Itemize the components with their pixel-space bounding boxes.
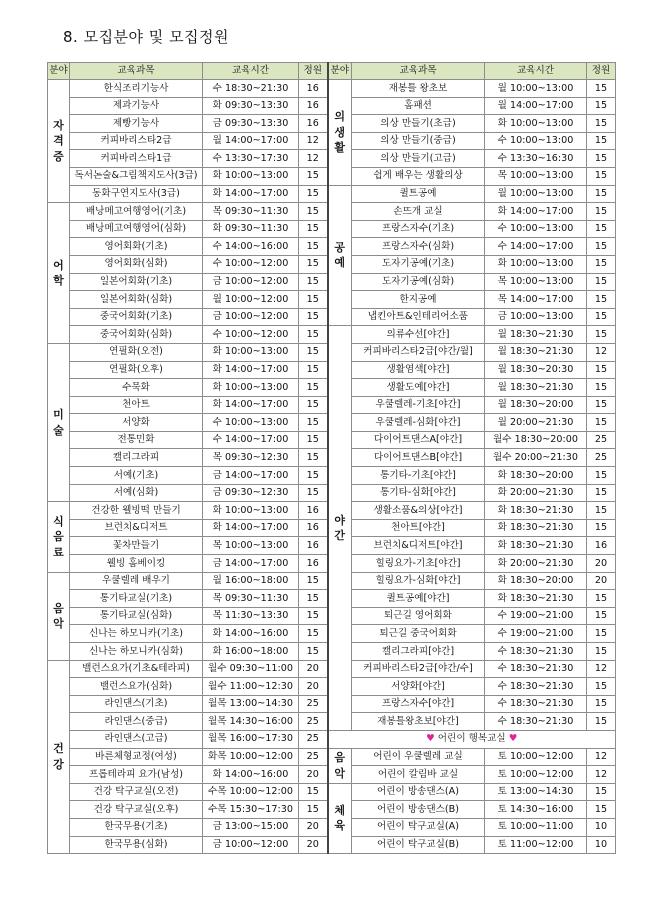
capacity-cell: 15 <box>299 273 328 291</box>
children-class-banner <box>328 730 616 748</box>
capacity-cell: 25 <box>299 748 328 766</box>
course-name-cell: 커피바리스타2급[야간/월] <box>352 343 485 361</box>
course-name-cell: 통기타-심화[야간] <box>352 484 485 502</box>
course-time-cell: 월목 16:00~17:30 <box>203 730 299 748</box>
category-cell: 체 육 <box>328 783 352 853</box>
course-name-cell: 재봉틀 왕초보 <box>352 80 485 98</box>
course-time-cell: 수 10:00~12:00 <box>203 326 299 344</box>
course-time-cell: 월 18:30~20:00 <box>485 396 587 414</box>
course-time-cell: 수 18:30~21:30 <box>485 678 587 696</box>
capacity-cell: 15 <box>299 396 328 414</box>
course-time-cell: 월 16:00~18:00 <box>203 572 299 590</box>
course-time-cell: 수 18:30~21:30 <box>485 713 587 731</box>
course-name-cell: 연필화(오후) <box>70 361 203 379</box>
capacity-cell: 15 <box>587 273 616 291</box>
course-name-cell: 프랑스자수[야간] <box>352 695 485 713</box>
category-cell: 의 생 활 <box>328 80 352 186</box>
course-time-cell: 화 14:00~17:00 <box>203 519 299 537</box>
category-cell: 공 예 <box>328 185 352 326</box>
course-name-cell: 의상 만들기(초급) <box>352 115 485 133</box>
course-name-cell: 퇴근길 영어회화 <box>352 607 485 625</box>
course-time-cell: 수 10:00~13:00 <box>485 132 587 150</box>
capacity-cell: 12 <box>299 150 328 168</box>
capacity-cell: 15 <box>587 97 616 115</box>
course-time-cell: 월수 09:30~11:00 <box>203 660 299 678</box>
course-time-cell: 수 14:00~17:00 <box>203 431 299 449</box>
capacity-cell: 15 <box>299 643 328 661</box>
course-time-cell: 금 10:00~12:00 <box>203 836 299 854</box>
course-time-cell: 금 14:00~17:00 <box>203 467 299 485</box>
course-name-cell: 제과기능사 <box>70 97 203 115</box>
course-time-cell: 화 10:00~13:00 <box>485 115 587 133</box>
course-time-cell: 월수 18:30~20:00 <box>485 431 587 449</box>
capacity-cell: 16 <box>299 97 328 115</box>
category-cell: 자 격 증 <box>48 80 70 203</box>
course-time-cell: 월목 14:30~16:00 <box>203 713 299 731</box>
course-time-cell: 화 10:00~13:00 <box>203 167 299 185</box>
course-name-cell: 의상 만들기(고급) <box>352 150 485 168</box>
course-time-cell: 수 10:00~13:00 <box>203 414 299 432</box>
course-name-cell: 제빵기능사 <box>70 115 203 133</box>
course-time-cell: 목 10:00~13:00 <box>485 273 587 291</box>
course-time-cell: 수목 15:30~17:30 <box>203 801 299 819</box>
capacity-cell: 25 <box>299 730 328 748</box>
course-time-cell: 월목 13:00~14:30 <box>203 695 299 713</box>
capacity-cell: 15 <box>299 801 328 819</box>
course-name-cell: 통기타교실(심화) <box>70 607 203 625</box>
capacity-cell: 15 <box>587 396 616 414</box>
course-name-cell: 꽃차만들기 <box>70 537 203 555</box>
capacity-cell: 15 <box>587 379 616 397</box>
course-name-cell: 신나는 하모니카(심화) <box>70 643 203 661</box>
course-name-cell: 독서논술&그림책지도사(3급) <box>70 167 203 185</box>
course-name-cell: 퀼트공예[야간] <box>352 590 485 608</box>
course-time-cell: 금 13:00~15:00 <box>203 818 299 836</box>
children-banner-label: 어린이 행복교실 <box>437 733 506 745</box>
course-name-cell: 어린이 탁구교실(B) <box>352 836 485 854</box>
course-name-cell: 라인댄스(고급) <box>70 730 203 748</box>
capacity-cell: 15 <box>587 713 616 731</box>
capacity-cell: 20 <box>299 678 328 696</box>
heart-icon: ♥ <box>426 733 438 745</box>
capacity-cell: 15 <box>587 291 616 309</box>
heart-icon: ♥ <box>505 733 518 745</box>
capacity-cell: 15 <box>587 484 616 502</box>
capacity-cell: 20 <box>299 766 328 784</box>
recruitment-table-wrap <box>47 62 615 854</box>
course-time-cell: 수 19:00~21:00 <box>485 607 587 625</box>
course-time-cell: 월 14:00~17:00 <box>485 97 587 115</box>
course-name-cell: 건강한 웰빙떡 만들기 <box>70 502 203 520</box>
course-time-cell: 화 14:00~16:00 <box>203 766 299 784</box>
course-time-cell: 수 18:30~21:30 <box>485 695 587 713</box>
course-time-cell: 화 10:00~13:00 <box>485 255 587 273</box>
course-time-cell: 수 14:00~17:00 <box>485 238 587 256</box>
capacity-cell: 15 <box>299 255 328 273</box>
capacity-cell: 12 <box>587 660 616 678</box>
course-name-cell: 통기타-기초[야간] <box>352 467 485 485</box>
capacity-cell: 12 <box>587 766 616 784</box>
course-name-cell: 수묵화 <box>70 379 203 397</box>
course-name-cell: 생활소품&의상[야간] <box>352 502 485 520</box>
capacity-cell: 15 <box>299 326 328 344</box>
course-time-cell: 화 14:00~17:00 <box>203 396 299 414</box>
course-time-cell: 수 18:30~21:30 <box>203 80 299 98</box>
capacity-cell: 15 <box>587 220 616 238</box>
course-name-cell: 쉽게 배우는 생활의상 <box>352 167 485 185</box>
course-name-cell: 한식조리기능사 <box>70 80 203 98</box>
course-name-cell: 건강 탁구교실(오후) <box>70 801 203 819</box>
course-time-cell: 수 18:30~21:30 <box>485 643 587 661</box>
course-time-cell: 수목 10:00~12:00 <box>203 783 299 801</box>
course-name-cell: 냅킨아트&인테리어소품 <box>352 308 485 326</box>
course-name-cell: 우쿨렐레-심화[야간] <box>352 414 485 432</box>
category-cell: 음 악 <box>48 572 70 660</box>
course-name-cell: 도자기공예(기초) <box>352 255 485 273</box>
course-time-cell: 화 14:00~17:00 <box>203 185 299 203</box>
capacity-cell: 15 <box>299 484 328 502</box>
course-name-cell: 커피바리스타1급 <box>70 150 203 168</box>
capacity-cell: 12 <box>587 343 616 361</box>
course-time-cell: 목 10:00~13:00 <box>203 537 299 555</box>
course-time-cell: 수 10:00~12:00 <box>203 255 299 273</box>
course-name-cell: 일본어회화(심화) <box>70 291 203 309</box>
table-header-row <box>48 63 616 80</box>
course-time-cell: 화 18:30~20:00 <box>485 467 587 485</box>
capacity-cell: 15 <box>299 291 328 309</box>
course-name-cell: 영어회화(기초) <box>70 238 203 256</box>
capacity-cell: 15 <box>299 414 328 432</box>
course-name-cell: 힐링요가-심화[야간] <box>352 572 485 590</box>
capacity-cell: 15 <box>587 607 616 625</box>
course-time-cell: 화 18:30~21:30 <box>485 537 587 555</box>
header-course: 교육과목 <box>70 63 203 80</box>
course-name-cell: 배낭메고여행영어(기초) <box>70 203 203 221</box>
course-name-cell: 도자기공예(심화) <box>352 273 485 291</box>
course-name-cell: 바른체형교정(여성) <box>70 748 203 766</box>
course-time-cell: 화 16:00~18:00 <box>203 643 299 661</box>
capacity-cell: 25 <box>299 695 328 713</box>
course-time-cell: 금 10:00~12:00 <box>203 308 299 326</box>
course-time-cell: 월 10:00~13:00 <box>485 80 587 98</box>
course-time-cell: 화 18:30~21:30 <box>485 590 587 608</box>
course-name-cell: 커피바리스타2급[야간/수] <box>352 660 485 678</box>
course-time-cell: 화 20:00~21:30 <box>485 484 587 502</box>
course-time-cell: 화 14:00~17:00 <box>485 203 587 221</box>
capacity-cell: 20 <box>587 572 616 590</box>
course-name-cell: 의류수선[야간] <box>352 326 485 344</box>
course-name-cell: 서양화[야간] <box>352 678 485 696</box>
course-name-cell: 브런치&디저트[야간] <box>352 537 485 555</box>
category-cell: 미 술 <box>48 343 70 501</box>
course-name-cell: 일본어회화(기초) <box>70 273 203 291</box>
course-time-cell: 월 18:30~21:30 <box>485 326 587 344</box>
course-name-cell: 생활염색[야간] <box>352 361 485 379</box>
capacity-cell: 15 <box>587 308 616 326</box>
course-time-cell: 화목 10:00~12:00 <box>203 748 299 766</box>
capacity-cell: 15 <box>587 203 616 221</box>
capacity-cell: 15 <box>587 414 616 432</box>
course-name-cell: 의상 만들기(중급) <box>352 132 485 150</box>
course-time-cell: 토 10:00~11:00 <box>485 818 587 836</box>
capacity-cell: 15 <box>299 167 328 185</box>
capacity-cell: 25 <box>587 431 616 449</box>
course-time-cell: 토 13:00~14:30 <box>485 783 587 801</box>
capacity-cell: 15 <box>299 625 328 643</box>
table-row <box>48 185 616 203</box>
capacity-cell: 15 <box>299 572 328 590</box>
table-body <box>48 80 616 854</box>
course-name-cell: 어린이 방송댄스(B) <box>352 801 485 819</box>
course-name-cell: 우쿨렐레 배우기 <box>70 572 203 590</box>
course-time-cell: 토 14:30~16:00 <box>485 801 587 819</box>
capacity-cell: 16 <box>587 537 616 555</box>
course-time-cell: 화 14:00~17:00 <box>203 361 299 379</box>
course-name-cell: 어린이 우쿨렐레 교실 <box>352 748 485 766</box>
course-name-cell: 라인댄스(중급) <box>70 713 203 731</box>
course-name-cell: 우쿨렐레-기초[야간] <box>352 396 485 414</box>
course-name-cell: 한지공예 <box>352 291 485 309</box>
course-name-cell: 통기타교실(기초) <box>70 590 203 608</box>
course-time-cell: 월 20:00~21:30 <box>485 414 587 432</box>
capacity-cell: 16 <box>299 115 328 133</box>
capacity-cell: 15 <box>299 185 328 203</box>
capacity-cell: 15 <box>587 519 616 537</box>
capacity-cell: 15 <box>587 132 616 150</box>
course-time-cell: 금 10:00~13:00 <box>485 308 587 326</box>
capacity-cell: 15 <box>587 115 616 133</box>
course-name-cell: 프랑스자수(심화) <box>352 238 485 256</box>
capacity-cell: 16 <box>299 80 328 98</box>
course-name-cell: 라인댄스(기초) <box>70 695 203 713</box>
category-cell: 식 음 료 <box>48 502 70 572</box>
capacity-cell: 15 <box>299 590 328 608</box>
course-time-cell: 화 20:00~21:30 <box>485 555 587 573</box>
capacity-cell: 16 <box>299 555 328 573</box>
course-time-cell: 월 18:30~21:30 <box>485 343 587 361</box>
course-time-cell: 화 14:00~16:00 <box>203 625 299 643</box>
course-name-cell: 전통민화 <box>70 431 203 449</box>
capacity-cell: 15 <box>299 431 328 449</box>
capacity-cell: 15 <box>587 783 616 801</box>
capacity-cell: 15 <box>587 361 616 379</box>
course-time-cell: 금 09:30~13:30 <box>203 115 299 133</box>
course-name-cell: 다이어트댄스A[야간] <box>352 431 485 449</box>
capacity-cell: 15 <box>587 185 616 203</box>
capacity-cell: 15 <box>299 203 328 221</box>
capacity-cell: 15 <box>587 695 616 713</box>
capacity-cell: 10 <box>587 836 616 854</box>
capacity-cell: 15 <box>587 467 616 485</box>
course-name-cell: 밸런스요가(기초&테라피) <box>70 660 203 678</box>
course-time-cell: 수 13:30~16:30 <box>485 150 587 168</box>
course-name-cell: 서양화 <box>70 414 203 432</box>
course-name-cell: 퇴근길 중국어회화 <box>352 625 485 643</box>
course-time-cell: 월수 20:00~21:30 <box>485 449 587 467</box>
course-name-cell: 생활도예[야간] <box>352 379 485 397</box>
capacity-cell: 25 <box>587 449 616 467</box>
header-capacity: 정원 <box>299 63 328 80</box>
capacity-cell: 15 <box>299 308 328 326</box>
course-name-cell: 영어회화(심화) <box>70 255 203 273</box>
course-name-cell: 캘리그라피 <box>70 449 203 467</box>
course-name-cell: 한국무용(기초) <box>70 818 203 836</box>
capacity-cell: 15 <box>299 449 328 467</box>
header-course: 교육과목 <box>352 63 485 80</box>
course-name-cell: 손뜨개 교실 <box>352 203 485 221</box>
course-name-cell: 커피바리스타2급 <box>70 132 203 150</box>
capacity-cell: 15 <box>587 590 616 608</box>
course-time-cell: 금 10:00~12:00 <box>203 273 299 291</box>
course-name-cell: 중국어회화(기초) <box>70 308 203 326</box>
capacity-cell: 10 <box>587 818 616 836</box>
capacity-cell: 16 <box>299 502 328 520</box>
capacity-cell: 15 <box>587 255 616 273</box>
course-time-cell: 금 14:00~17:00 <box>203 555 299 573</box>
course-name-cell: 밸런스요가(심화) <box>70 678 203 696</box>
capacity-cell: 15 <box>299 361 328 379</box>
course-time-cell: 수 10:00~13:00 <box>485 220 587 238</box>
table-row <box>48 783 616 801</box>
course-time-cell: 화 09:30~11:30 <box>203 220 299 238</box>
capacity-cell: 16 <box>299 519 328 537</box>
course-time-cell: 목 11:30~13:30 <box>203 607 299 625</box>
capacity-cell: 15 <box>587 801 616 819</box>
capacity-cell: 20 <box>299 660 328 678</box>
course-name-cell: 중국어회화(심화) <box>70 326 203 344</box>
recruitment-table <box>47 62 616 854</box>
capacity-cell: 15 <box>299 220 328 238</box>
course-time-cell: 화 18:30~20:00 <box>485 572 587 590</box>
capacity-cell: 15 <box>299 343 328 361</box>
course-time-cell: 목 14:00~17:00 <box>485 291 587 309</box>
course-name-cell: 캘리그라피[야간] <box>352 643 485 661</box>
course-time-cell: 화 10:00~13:00 <box>203 502 299 520</box>
capacity-cell: 15 <box>299 238 328 256</box>
category-cell: 야 간 <box>328 326 352 731</box>
course-time-cell: 화 10:00~13:00 <box>203 379 299 397</box>
capacity-cell: 15 <box>587 150 616 168</box>
course-name-cell: 어린이 방송댄스(A) <box>352 783 485 801</box>
capacity-cell: 15 <box>587 643 616 661</box>
capacity-cell: 25 <box>299 713 328 731</box>
capacity-cell: 15 <box>299 379 328 397</box>
capacity-cell: 20 <box>299 836 328 854</box>
course-time-cell: 토 11:00~12:00 <box>485 836 587 854</box>
capacity-cell: 15 <box>299 467 328 485</box>
course-name-cell: 서예(기초) <box>70 467 203 485</box>
course-name-cell: 건강 탁구교실(오전) <box>70 783 203 801</box>
table-row <box>48 80 616 98</box>
course-name-cell: 연필화(오전) <box>70 343 203 361</box>
course-time-cell: 화 18:30~21:30 <box>485 502 587 520</box>
course-time-cell: 월 10:00~13:00 <box>485 185 587 203</box>
course-time-cell: 월 10:00~12:00 <box>203 291 299 309</box>
category-cell: 건 강 <box>48 660 70 854</box>
course-time-cell: 화 18:30~21:30 <box>485 519 587 537</box>
course-time-cell: 수 14:00~16:00 <box>203 238 299 256</box>
course-name-cell: 다이어트댄스B[야간] <box>352 449 485 467</box>
capacity-cell: 15 <box>587 678 616 696</box>
course-time-cell: 월 18:30~21:30 <box>485 379 587 397</box>
capacity-cell: 15 <box>299 607 328 625</box>
course-time-cell: 목 09:30~12:30 <box>203 449 299 467</box>
course-name-cell: 재봉틀왕초보[야간] <box>352 713 485 731</box>
header-category: 분야 <box>328 63 352 80</box>
course-time-cell: 수 18:30~21:30 <box>485 660 587 678</box>
course-name-cell: 힐링요가-기초[야간] <box>352 555 485 573</box>
course-name-cell: 천아트[야간] <box>352 519 485 537</box>
course-name-cell: 동화구연지도사(3급) <box>70 185 203 203</box>
course-name-cell: 퀼트공예 <box>352 185 485 203</box>
capacity-cell: 16 <box>299 537 328 555</box>
course-time-cell: 월수 11:00~12:30 <box>203 678 299 696</box>
capacity-cell: 15 <box>587 502 616 520</box>
course-time-cell: 목 09:30~11:30 <box>203 590 299 608</box>
course-name-cell: 프롭테라피 요가(남성) <box>70 766 203 784</box>
capacity-cell: 15 <box>587 167 616 185</box>
course-time-cell: 목 10:00~13:00 <box>485 167 587 185</box>
course-time-cell: 월 14:00~17:00 <box>203 132 299 150</box>
course-name-cell: 한국무용(심화) <box>70 836 203 854</box>
course-name-cell: 배낭메고여행영어(심화) <box>70 220 203 238</box>
course-name-cell: 어린이 탁구교실(A) <box>352 818 485 836</box>
header-time: 교육시간 <box>203 63 299 80</box>
course-time-cell: 금 09:30~12:30 <box>203 484 299 502</box>
header-time: 교육시간 <box>485 63 587 80</box>
course-name-cell: 서예(심화) <box>70 484 203 502</box>
capacity-cell: 15 <box>299 783 328 801</box>
capacity-cell: 15 <box>587 80 616 98</box>
capacity-cell: 12 <box>299 132 328 150</box>
course-name-cell: 브런치&디저트 <box>70 519 203 537</box>
category-cell: 어 학 <box>48 203 70 344</box>
header-category: 분야 <box>48 63 70 80</box>
capacity-cell: 20 <box>587 555 616 573</box>
course-time-cell: 수 19:00~21:00 <box>485 625 587 643</box>
table-row <box>48 730 616 748</box>
capacity-cell: 15 <box>587 326 616 344</box>
course-time-cell: 목 09:30~11:30 <box>203 203 299 221</box>
page-heading: 8. 모집분야 및 모집정원 <box>63 28 230 46</box>
category-cell: 음 악 <box>328 748 352 783</box>
capacity-cell: 15 <box>587 625 616 643</box>
course-time-cell: 토 10:00~12:00 <box>485 766 587 784</box>
course-name-cell: 프랑스자수(기초) <box>352 220 485 238</box>
course-name-cell: 천아트 <box>70 396 203 414</box>
course-time-cell: 수 13:30~17:30 <box>203 150 299 168</box>
course-name-cell: 어린이 칼림바 교실 <box>352 766 485 784</box>
capacity-cell: 20 <box>299 818 328 836</box>
capacity-cell: 15 <box>587 238 616 256</box>
table-row <box>48 326 616 344</box>
course-time-cell: 토 10:00~12:00 <box>485 748 587 766</box>
course-name-cell: 웰빙 홈베이킹 <box>70 555 203 573</box>
course-time-cell: 화 10:00~13:00 <box>203 343 299 361</box>
course-time-cell: 월 18:30~20:30 <box>485 361 587 379</box>
course-name-cell: 신나는 하모니카(기초) <box>70 625 203 643</box>
capacity-cell: 12 <box>587 748 616 766</box>
course-name-cell: 홈패션 <box>352 97 485 115</box>
course-time-cell: 화 09:30~13:30 <box>203 97 299 115</box>
table-row <box>48 748 616 766</box>
header-capacity: 정원 <box>587 63 616 80</box>
